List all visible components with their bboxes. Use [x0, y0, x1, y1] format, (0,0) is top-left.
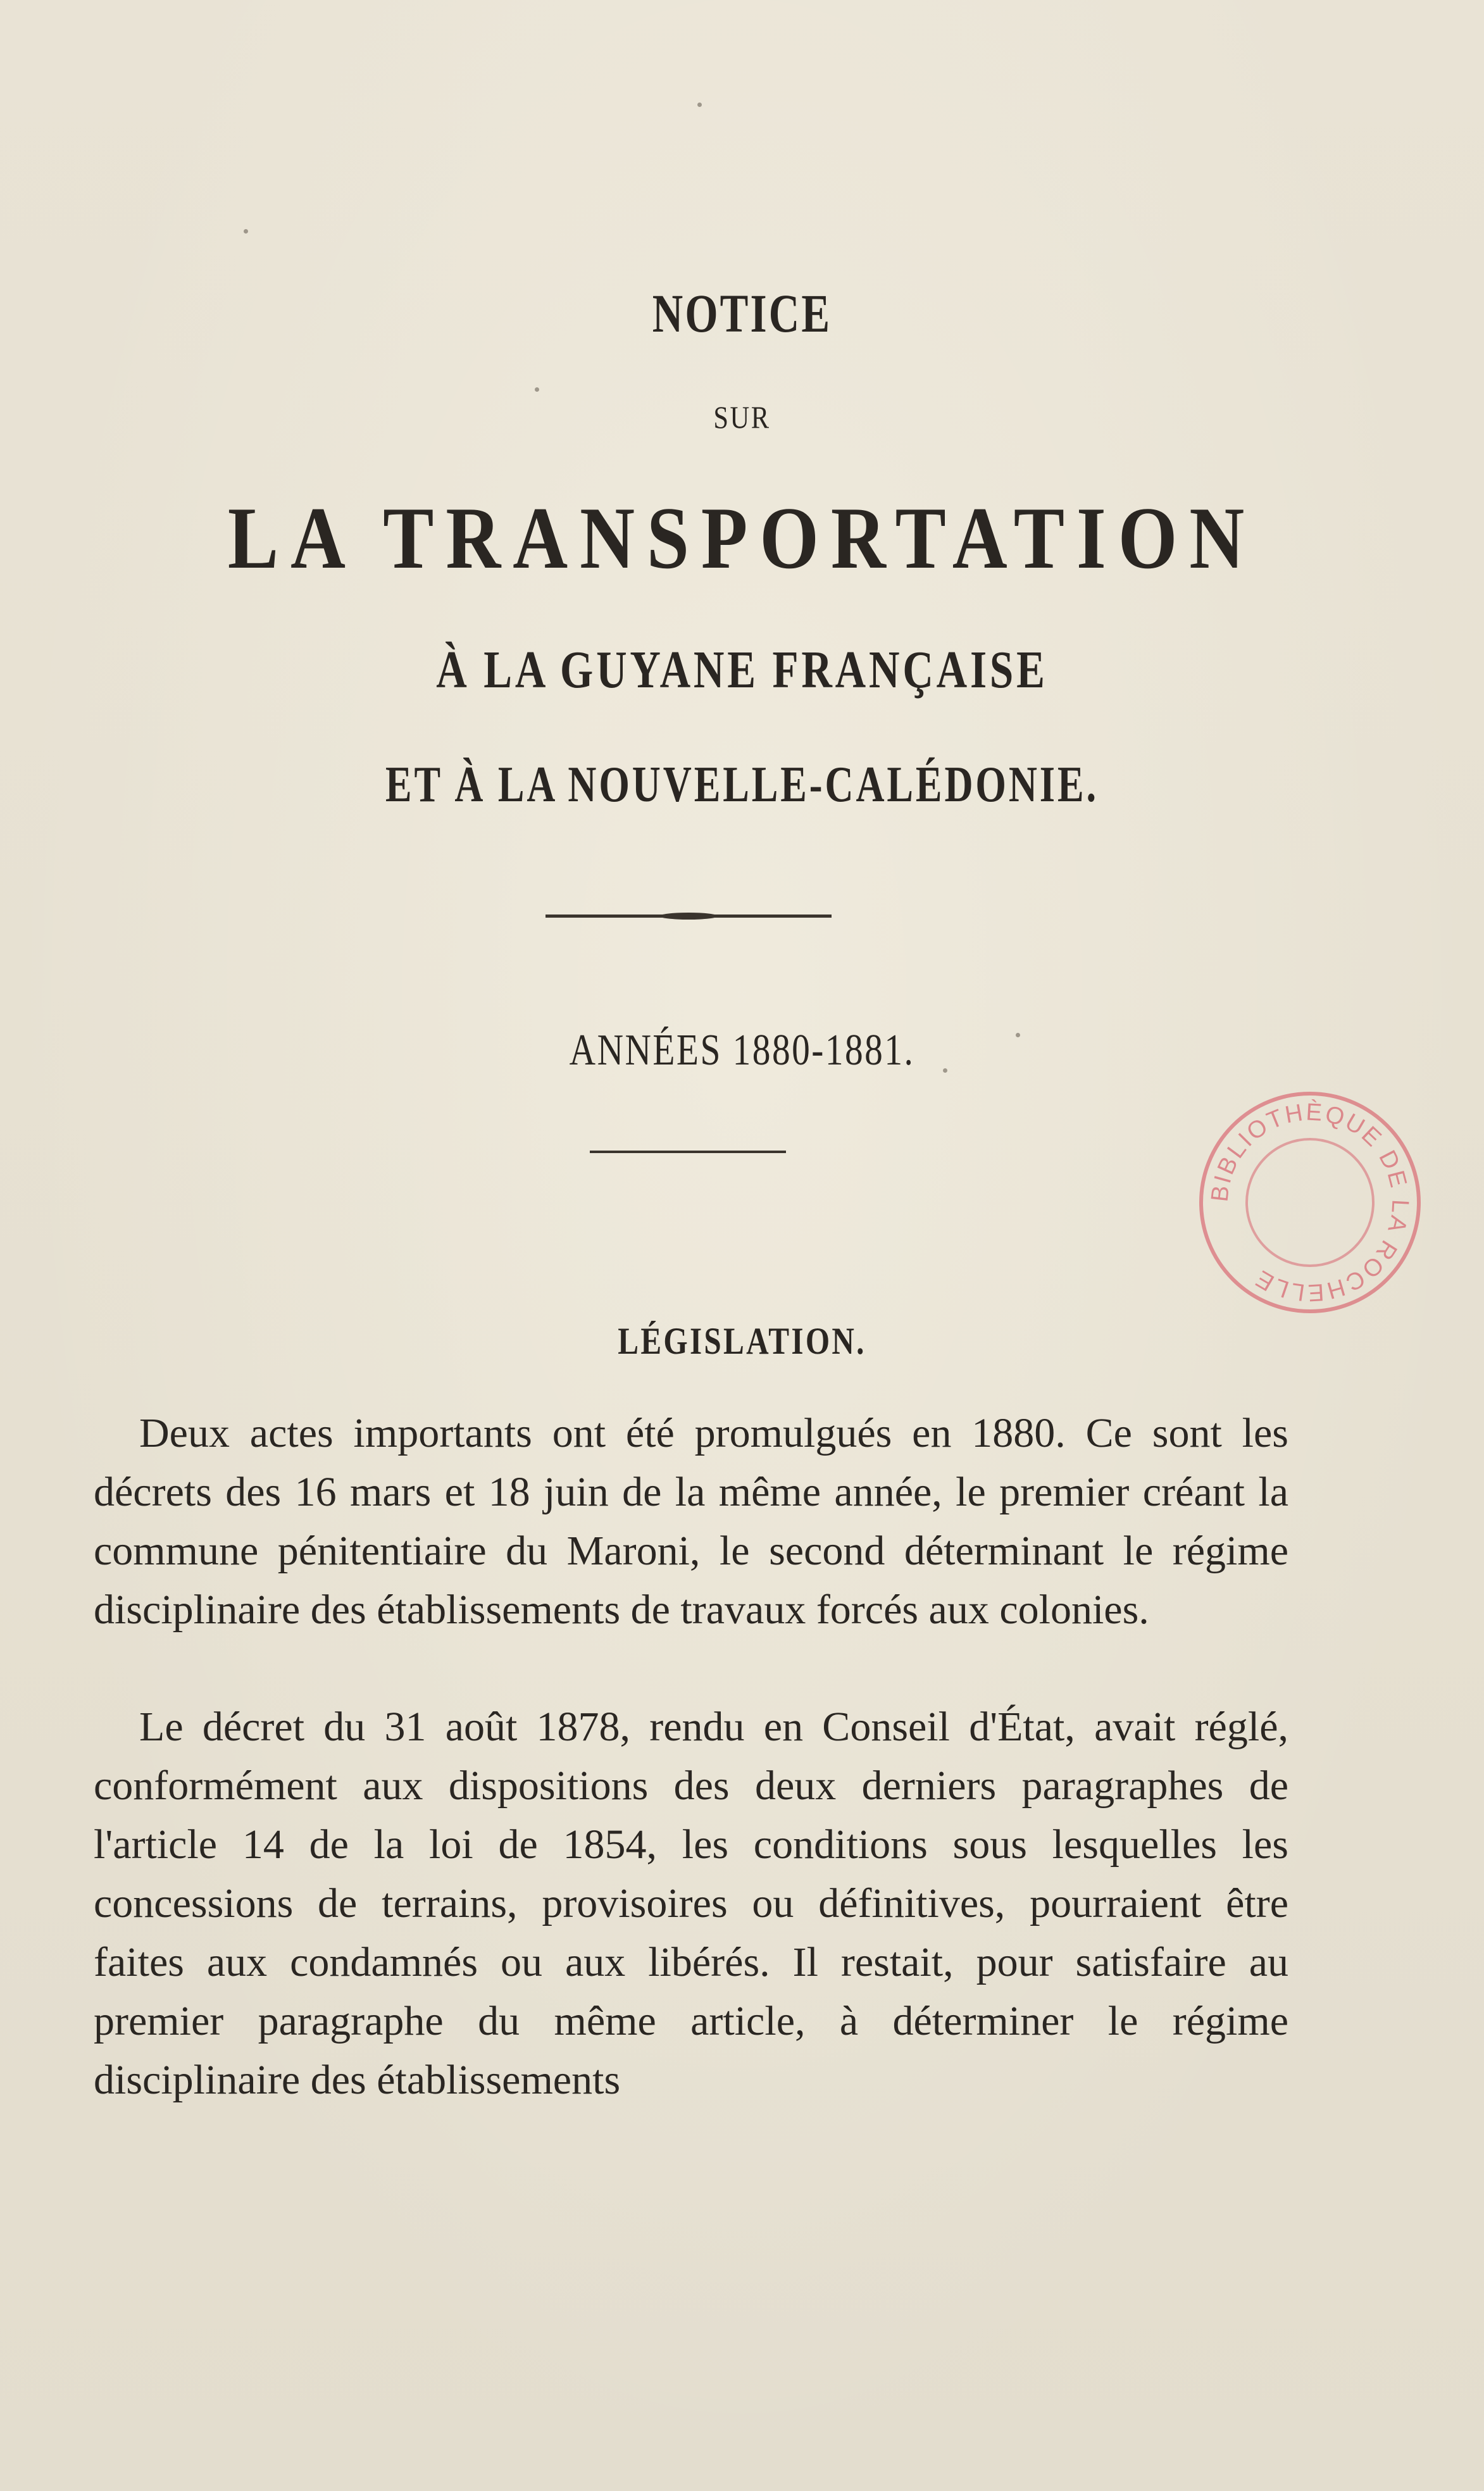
- paper-speck: [1016, 1033, 1020, 1037]
- library-stamp-icon: [1190, 1082, 1430, 1323]
- years-heading: ANNÉES 1880-1881.: [569, 1026, 915, 1075]
- paper-speck: [697, 103, 702, 107]
- main-title: LA TRANSPORTATION: [227, 489, 1257, 587]
- svg-text:BIBLIOTHÈQUE DE LA ROCHELLE: [1206, 1098, 1413, 1306]
- paper-speck: [943, 1068, 947, 1073]
- subtitle-guyane: À LA GUYANE FRANÇAISE: [436, 640, 1048, 699]
- paper-speck: [244, 229, 248, 234]
- section-heading: LÉGISLATION.: [618, 1320, 866, 1362]
- paragraph-1: Deux actes importants ont été promulgués en 1880. Ce sont les décrets des 16 mars et 18 juin de la même année, le premier créant la commune pénitentiaire du Maroni, le second déterminant le régime disciplinaire des établissements de travaux forcés aux colonies.: [94, 1410, 1288, 1633]
- notice-heading: NOTICE: [652, 283, 832, 344]
- sur-heading: SUR: [713, 399, 771, 435]
- paper-speck: [535, 387, 539, 392]
- ornamental-divider: [546, 915, 832, 918]
- short-divider: [590, 1151, 786, 1153]
- stamp-text: BIBLIOTHÈQUE DE LA ROCHELLE: [1206, 1099, 1414, 1306]
- paragraph-2: Le décret du 31 août 1878, rendu en Conseil d'État, avait réglé, conformément aux dispositions des deux derniers paragraphes de l'article 14 de la loi de 1854, les conditions sous lesquelles les concessions de terrains, provisoires ou définitives, pourraient être faites aux condamnés ou aux libérés. Il restait, pour satisfaire au premier paragraphe du même article, à déterminer le régime disciplinaire des établissements: [94, 1704, 1288, 2103]
- subtitle-caledonie: ET À LA NOUVELLE-CALÉDONIE.: [385, 757, 1099, 813]
